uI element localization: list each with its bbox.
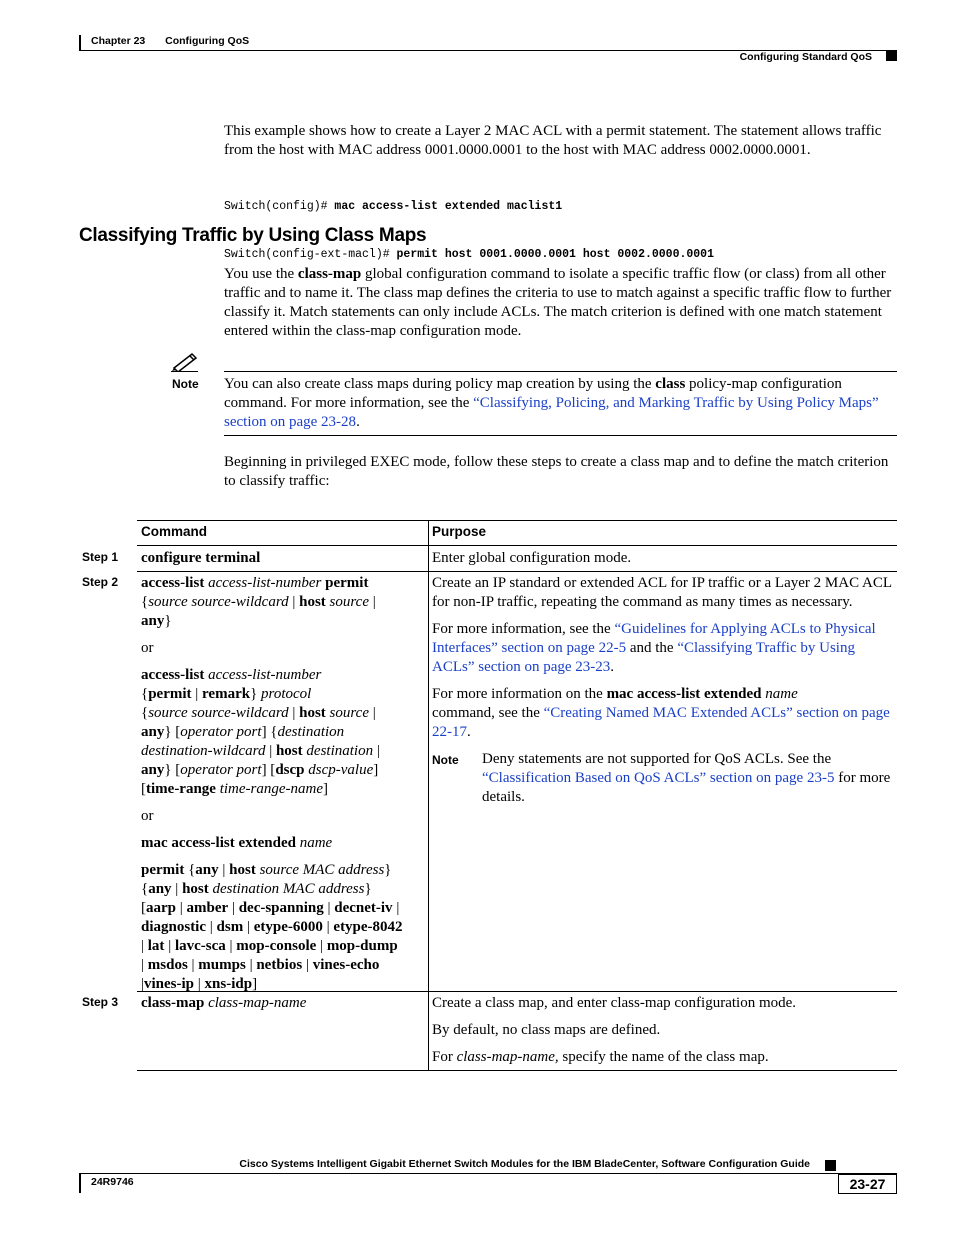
text-run: and the — [626, 640, 678, 656]
named-mac-acls-link[interactable]: “Creating Named MAC Extended ACLs” section on page 22-17 — [432, 705, 890, 740]
footer-doc-number: 24R9746 — [91, 1176, 134, 1188]
step-1-purpose: Enter global configuration mode. — [432, 550, 632, 566]
mac-access-list-syntax: mac access-list extended name — [141, 835, 333, 851]
policy-maps-link[interactable]: “Classifying, Policing, and Marking Traffic by Using Policy Maps” section on page 23-28 — [224, 395, 879, 430]
note-bottom-rule — [224, 435, 897, 436]
class-map-paragraph — [224, 265, 899, 341]
step-2-note-label: Note — [432, 753, 459, 767]
header-chapter-title: Configuring QoS — [165, 35, 250, 47]
header-left-rule — [79, 35, 81, 51]
text-run: . — [356, 414, 360, 430]
step-2-purpose-p3 — [432, 685, 894, 742]
command-keyword: class — [655, 376, 686, 392]
text-run: specify the name of the class map. — [558, 1049, 769, 1065]
command-keyword: class-map — [297, 266, 362, 282]
argument: name — [765, 686, 798, 702]
code-command: permit host 0001.0000.0001 host 0002.0000.0001 — [396, 248, 714, 261]
step-2-command — [141, 574, 423, 994]
header-chapter — [91, 35, 249, 47]
step-3-purpose-p1: Create a class map, and enter class-map configuration mode. — [432, 995, 797, 1011]
step-2-label: Step 2 — [82, 575, 119, 589]
step-1-label: Step 1 — [82, 550, 119, 564]
code-prompt: Switch(config)# — [224, 200, 335, 213]
step-2-purpose — [432, 574, 894, 807]
table-header-rule — [137, 545, 897, 546]
code-line-2 — [224, 247, 714, 263]
header-section: Configuring Standard QoS — [739, 51, 872, 63]
argument: class-map-name — [208, 995, 307, 1011]
note-label: Note — [172, 377, 199, 391]
text-run: For more information on the — [432, 686, 607, 702]
step-3-purpose-p2: By default, no class maps are defined. — [432, 1022, 661, 1038]
note-text — [224, 375, 899, 432]
or-separator: or — [141, 640, 154, 656]
access-list-standard-syntax: access-list access-list-number permit {source source-wildcard | host source | any} — [141, 575, 376, 629]
step-2-purpose-p2 — [432, 620, 894, 677]
text-run: You use the — [224, 266, 298, 282]
table-column-divider — [428, 520, 429, 1070]
command-keyword: class-map — [141, 995, 205, 1011]
text-run: . — [467, 724, 471, 740]
text-run: global configuration command to isolate a specific traffic flow (or class) from all other traffic and to name it. The class map defines the criteria to use to match against a specific traffic flow to further classify it. Match statements can only include ACLs. The match criterion is defined with one match statement entered within the class-map configuration mode. — [224, 266, 892, 339]
step-3-purpose-p3 — [432, 1048, 894, 1067]
step-3-label: Step 3 — [82, 995, 119, 1009]
text-run: You can also create class maps during policy map creation by using the — [224, 376, 656, 392]
classifying-acls-link[interactable]: “Classifying Traffic by Using ACLs” section on page 23-23 — [432, 640, 855, 675]
text-run: for more details. — [482, 770, 891, 805]
steps-intro-paragraph: Beginning in privileged EXEC mode, follow these steps to create a class map and to define the match criterion to classify traffic: — [224, 454, 889, 489]
note-pencil-icon — [170, 350, 200, 372]
text-run: policy-map configuration command. For more information, see the — [224, 376, 842, 411]
command-keyword: mac access-list extended — [606, 686, 762, 702]
intro-paragraph: This example shows how to create a Layer 2 MAC ACL with a permit statement. The statement allows traffic from the host with MAC address 0001.0000.0001 to the host with MAC address 0002.0000.0001. — [224, 123, 882, 158]
code-line-1 — [224, 199, 714, 215]
text-run: Deny statements are not supported for QoS ACLs. See the — [482, 751, 832, 767]
step-3-command — [141, 994, 306, 1013]
header-marker-block — [886, 51, 897, 61]
column-header-command: Command — [141, 524, 208, 539]
code-prompt: Switch(config-ext-macl)# — [224, 248, 397, 261]
code-example — [224, 167, 714, 279]
permit-syntax: permit {any | host source MAC address} {any | host destination MAC address} [aarp | amber | dec-spanning | decnet-iv | diagnostic | dsm | etype-6000 | etype-8042 | lat | lavc-sca | mop-console | mop-dump | msdos | mumps | netbios | vines-echo |vines-ip | xns-idp] — [141, 862, 403, 992]
step-2-purpose-p1: Create an IP standard or extended ACL for IP traffic or a Layer 2 MAC ACL for non-IP traffic, repeating the command as many times as necessary. — [432, 575, 892, 610]
header-chapter-number: Chapter 23 — [91, 35, 146, 47]
access-list-extended-syntax: access-list access-list-number {permit | remark} protocol {source source-wildcard | host source | any} [operator port] {destination destination-wildcard | host destination | any} [operator port] [dscp dscp-value] [time-range time-range-name] — [141, 667, 380, 797]
or-separator: or — [141, 808, 154, 824]
footer-marker-block — [825, 1160, 836, 1171]
step-3-purpose — [432, 994, 894, 1075]
table-row1-rule — [137, 571, 897, 572]
code-command: mac access-list extended maclist1 — [334, 200, 563, 213]
qos-acls-link[interactable]: “Classification Based on QoS ACLs” section on page 23-5 — [482, 770, 835, 786]
text-run: command, see the — [432, 705, 544, 721]
command-keyword: configure terminal — [141, 550, 261, 566]
footer-rule — [79, 1173, 897, 1174]
footer-left-rule — [79, 1173, 81, 1193]
table-top-rule — [137, 520, 897, 521]
note-top-rule — [224, 371, 897, 372]
page-number: 23-27 — [838, 1174, 897, 1194]
text-run: For more information, see the — [432, 621, 615, 637]
argument: class-map-name, — [456, 1049, 559, 1065]
acl-guidelines-link[interactable]: “Guidelines for Applying ACLs to Physical Interfaces” section on page 22-5 — [432, 621, 876, 656]
text-run: . — [610, 659, 615, 675]
text-run: For — [432, 1049, 457, 1065]
step-2-note — [432, 750, 894, 807]
column-header-purpose: Purpose — [432, 524, 487, 539]
step-2-note-text — [482, 750, 894, 807]
footer-title: Cisco Systems Intelligent Gigabit Ethernet Switch Modules for the IBM BladeCenter, Software Configuration Guide — [239, 1158, 810, 1170]
step-1-command — [141, 549, 260, 568]
section-heading: Classifying Traffic by Using Class Maps — [79, 225, 427, 246]
